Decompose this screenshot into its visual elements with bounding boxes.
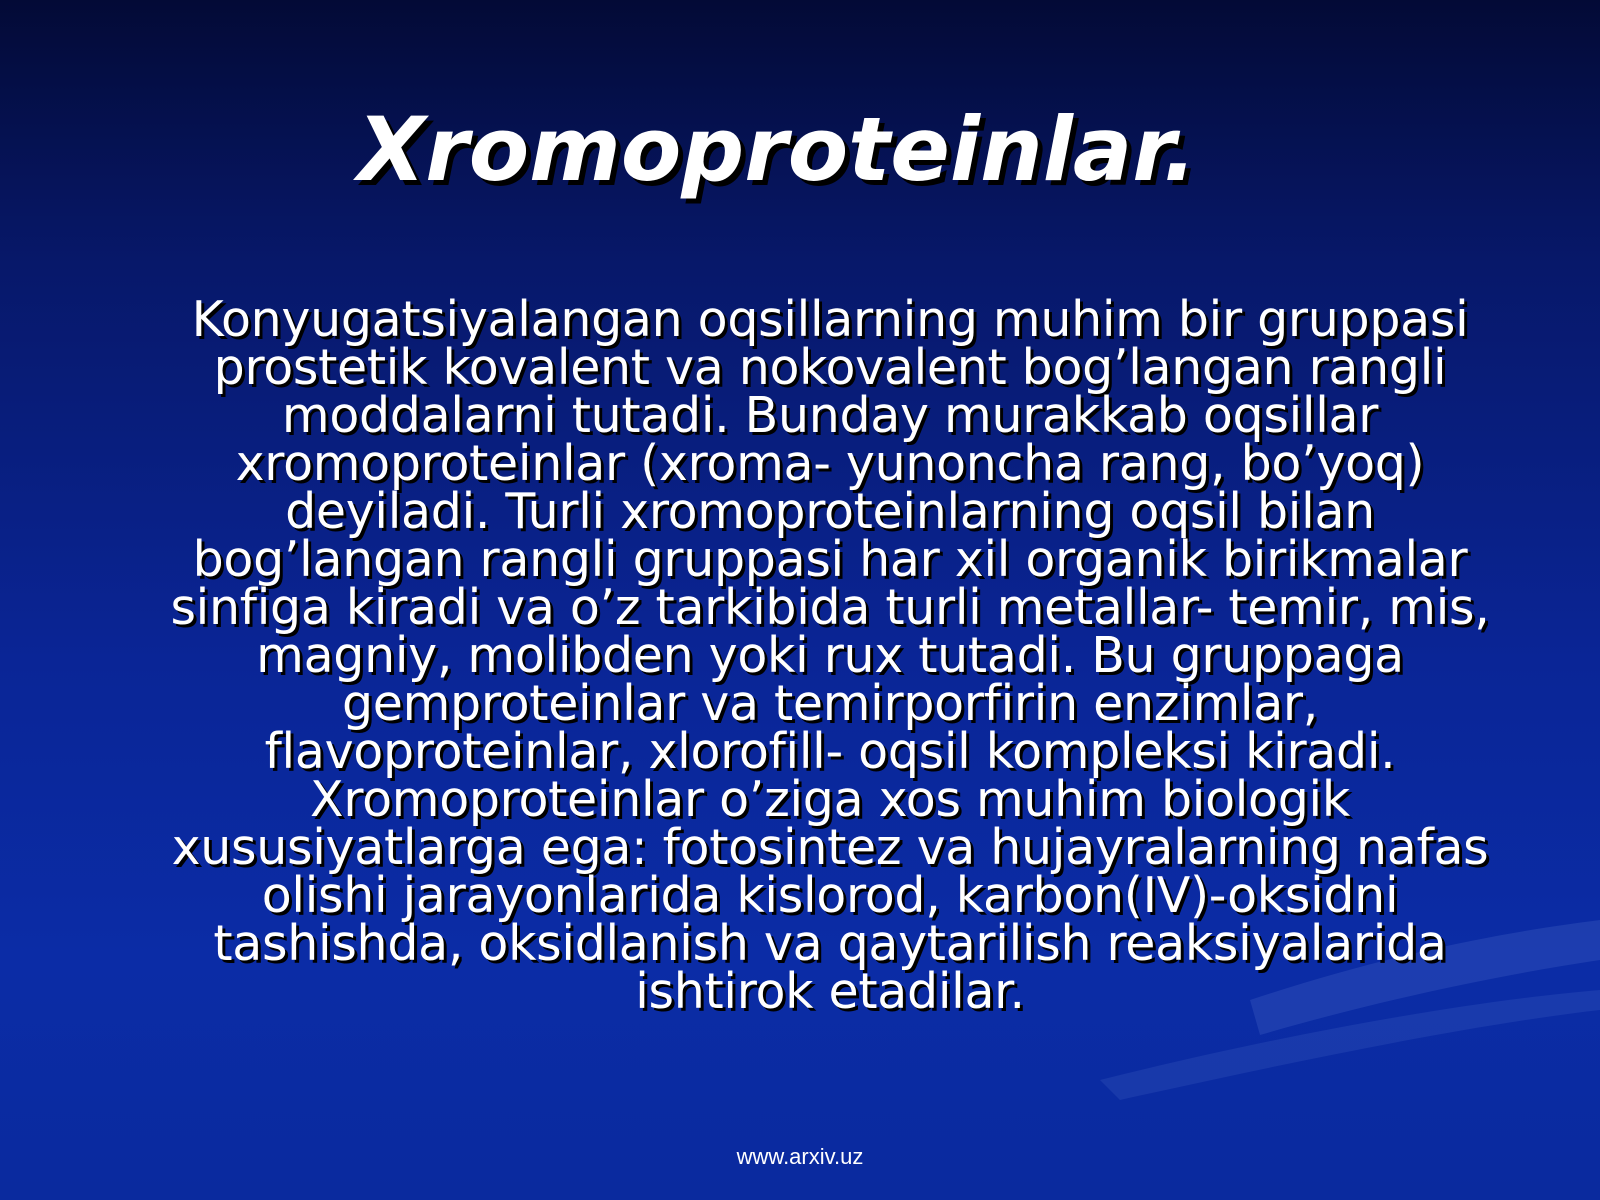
- slide-body-text: Konyugatsiyalangan oqsillarning muhim bir gruppasi prostetik kovalent va nokovalent bog’langan rangli moddalarni tutadi. Bunday murakkab oqsillar xromoproteinlar (xroma- yunoncha rang, bo’yoq) deyiladi. Turli xromoproteinlarning oqsil bilan bog’langan rangli gruppasi har xil organik birikmalar sinfiga kiradi va o’z tarkibida turli metallar- temir, mis, magniy, molibden yoki rux tutadi. Bu gruppaga gemproteinlar va temirporfirin enzimlar, flavoproteinlar, xlorofill- oqsil kompleksi kiradi. Xromoproteinlar o’ziga xos muhim biologik xususiyatlarga ega: fotosintez va hujayralarning nafas olishi jarayonlarida kislorod, karbon(IV)-oksidni tashishda, oksidlanish va qaytarilish reaksiyalarida ishtirok etadilar.: [170, 291, 1490, 1020]
- slide-title: [0, 100, 1600, 200]
- slide-title-text: Xromoproteinlar.: [357, 98, 1197, 201]
- footer-website: www.arxiv.uz: [736, 1144, 864, 1169]
